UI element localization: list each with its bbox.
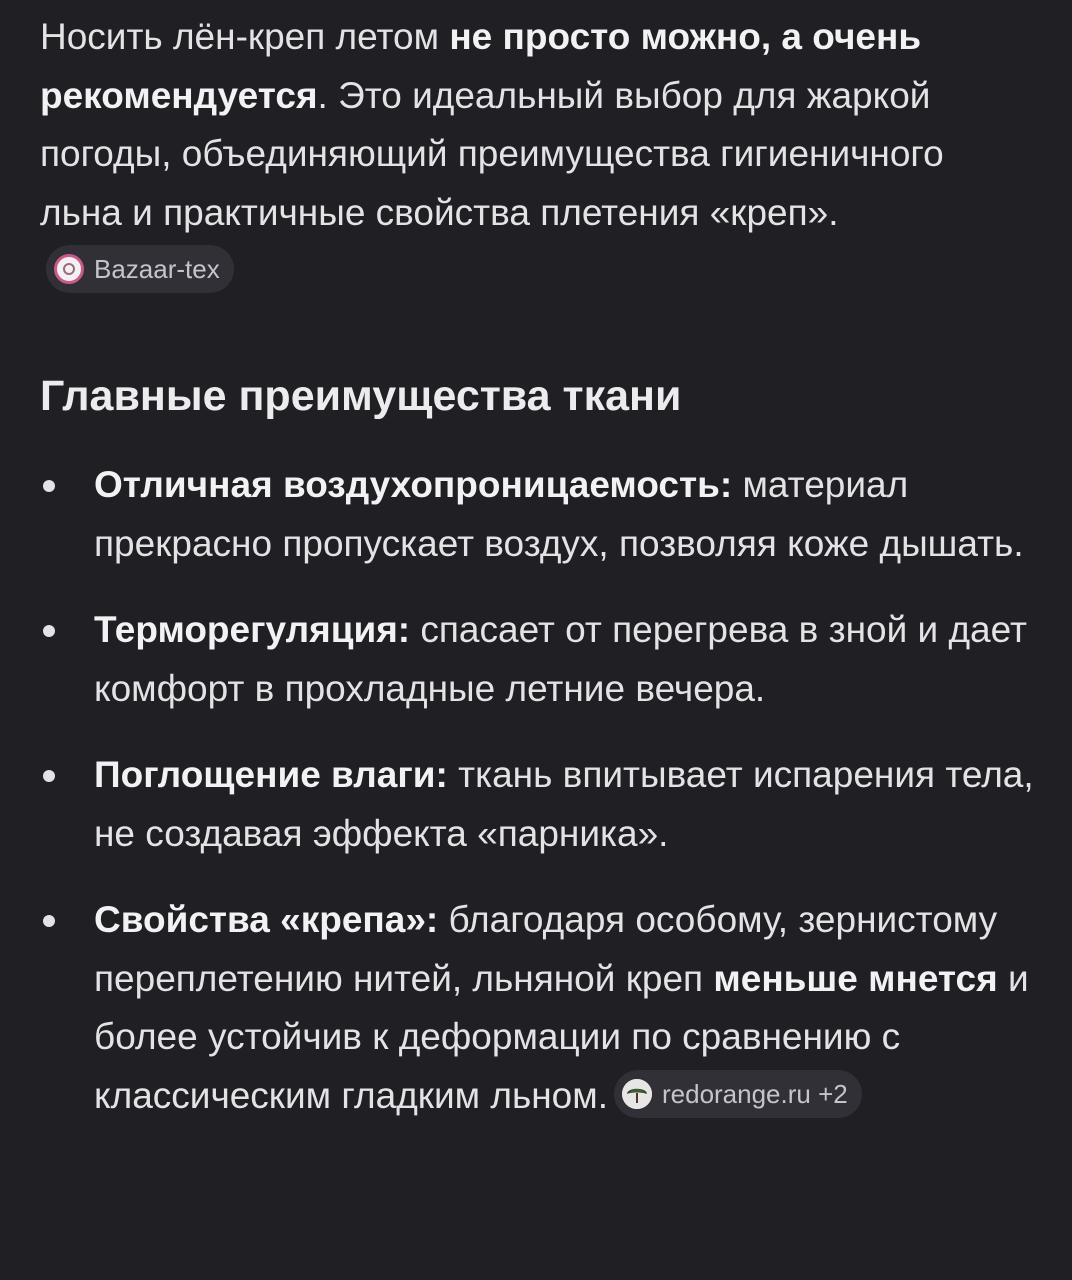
benefit-text: благодаря особому, зернистому переплетению нитей, льняной креп bbox=[94, 899, 998, 999]
benefits-list bbox=[40, 456, 1040, 1153]
list-item bbox=[40, 456, 1040, 573]
benefit-text: материал прекрасно пропускает воздух, позволяя коже дышать. bbox=[94, 464, 1024, 564]
list-item bbox=[40, 601, 1040, 718]
bullet-icon bbox=[43, 915, 55, 927]
source-chip-label: Bazaar-tex bbox=[94, 254, 220, 285]
source-chip-redorange[interactable] bbox=[614, 1070, 862, 1118]
benefit-title: Отличная воздухопроницаемость: bbox=[94, 464, 733, 505]
benefit-bold-text: меньше мнется bbox=[713, 957, 998, 999]
benefit-title: Терморегуляция: bbox=[94, 609, 411, 650]
intro-text-start: Носить лён-креп летом bbox=[40, 16, 450, 57]
source-chip-label: redorange.ru +2 bbox=[661, 1078, 848, 1109]
bullet-icon bbox=[43, 625, 55, 637]
bullet-icon bbox=[43, 770, 55, 782]
list-item bbox=[40, 746, 1040, 863]
intro-bold-text: не просто можно, а очень рекомендуется bbox=[40, 16, 922, 116]
section-title: Главные преимущества ткани bbox=[40, 372, 682, 420]
benefit-text: ткань впитывает испарения тела, не создавая эффекта «парника». bbox=[94, 754, 1034, 854]
benefit-text: и более устойчив к деформации по сравнению с классическим гладким льном. bbox=[94, 957, 1029, 1116]
tree-icon bbox=[622, 1079, 652, 1109]
benefit-title: Свойства «крепа»: bbox=[94, 899, 439, 940]
button-icon bbox=[54, 254, 84, 284]
benefit-title: Поглощение влаги: bbox=[94, 754, 448, 795]
bullet-icon bbox=[43, 480, 55, 492]
intro-text-mid: . Это идеальный выбор для жаркой погоды, объединяющий преимущества гигиеничного льна и практичные свойства плетения «креп». bbox=[40, 74, 944, 233]
intro-paragraph bbox=[40, 8, 1032, 301]
list-item bbox=[40, 891, 1040, 1125]
source-chip-bazaar[interactable] bbox=[46, 245, 234, 293]
benefit-text: спасает от перегрева в зной и дает комфорт в прохладные летние вечера. bbox=[94, 609, 1027, 709]
